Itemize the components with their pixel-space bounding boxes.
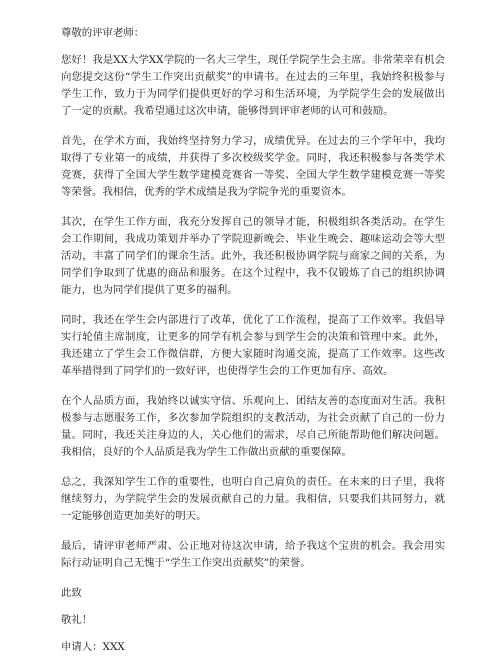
paragraph-personal-quality: 在个人品质方面，我始终以诚实守信、乐观向上、团结友善的态度面对生活。我积极参与志愿服务工作，多次参加学院组织的支教活动，为社会贡献了自己的一份力量。同时，我还关注身边的人，关心他们的需求，尽自己所能帮助他们解决问题。我相信，良好的个人品质是我为学生工作做出贡献的重要保障。 [61,395,445,458]
paragraph-intro: 您好！我是XX大学XX学院的一名大三学生，现任学院学生会主席。非常荣幸有机会向您提交这份“学生工作突出贡献奖”的申请书。在过去的三年里，我始终积极参与学生工作，致力于为同学们提供更好的学习和生活环境，为学院学生会的发展做出了一定的贡献。我希望通过这次申请，能够得到评审老师的认可和鼓励。 [61,54,445,117]
paragraph-final-request: 最后，请评审老师严肃、公正地对待这次申请，给予我这个宝贵的机会。我会用实际行动证明自己无愧于“学生工作突出贡献奖”的荣誉。 [61,540,445,569]
closing-jingli: 敬礼！ [61,614,93,626]
salutation: 尊敬的评审老师： [61,27,145,39]
paragraph-academic: 首先，在学术方面，我始终坚持努力学习，成绩优异。在过去的三个学年中，我均取得了专业第一的成绩，并获得了多次校级奖学金。同时，我还积极参与各类学术竞赛，获得了全国大学生数学建模竞赛省一等奖、全国大学生数学建模竞赛一等奖等荣誉。我相信，优秀的学术成绩是我为学院争光的重要资本。 [61,135,445,198]
paragraph-reform: 同时，我还在学生会内部进行了改革，优化了工作流程，提高了工作效率。我倡导实行轮值主席制度，让更多的同学有机会参与到学生会的决策和管理中来。此外，我还建立了学生会工作微信群，方便大家随时沟通交流，提高了工作效率。这些改革举措得到了同学们的一致好评，也使得学生会的工作更加有序、高效。 [61,314,445,377]
signature: 申请人：XXX [61,641,125,653]
paragraph-student-work: 其次，在学生工作方面，我充分发挥自己的领导才能，积极组织各类活动。在学生会工作期间，我成功策划并举办了学院迎新晚会、毕业生晚会、趣味运动会等大型活动，丰富了同学们的课余生活。此外，我还积极协调学院与商家之间的关系，为同学们争取到了优惠的商品和服务。在这个过程中，我不仅锻炼了自己的组织协调能力，也为同学们提供了更多的福利。 [61,216,445,296]
closing-cizhi: 此致 [61,587,82,599]
paragraph-summary: 总之，我深知学生工作的重要性，也明白自己肩负的责任。在未来的日子里，我将继续努力，为学院学生会的发展贡献自己的力量。我相信，只要我们共同努力，就一定能够创造更加美好的明天。 [61,476,445,522]
letter-page [61,26,445,666]
